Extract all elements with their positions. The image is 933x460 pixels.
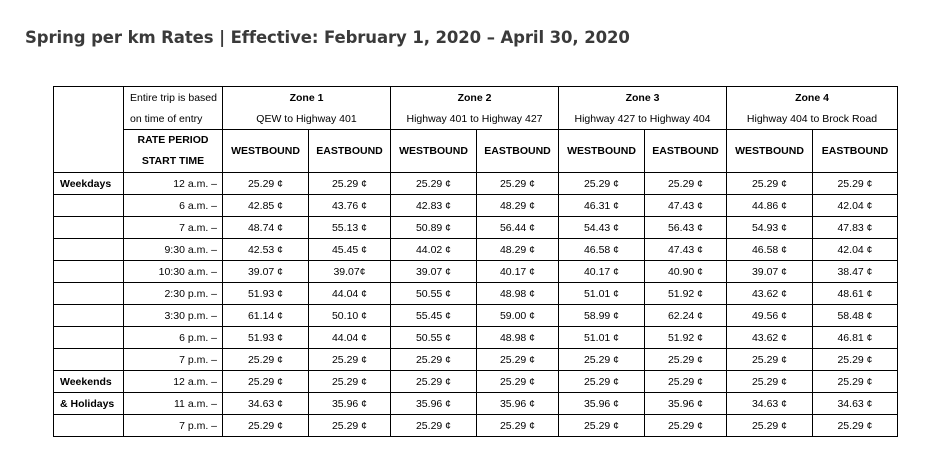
rate-cell: 35.96 ¢ xyxy=(477,393,559,415)
rate-period-line2: START TIME xyxy=(141,155,205,167)
group-cell xyxy=(54,327,124,349)
rate-cell: 25.29 ¢ xyxy=(391,173,477,195)
rate-cell: 25.29 ¢ xyxy=(391,349,477,371)
rate-cell: 25.29 ¢ xyxy=(391,415,477,437)
rate-cell: 51.93 ¢ xyxy=(223,283,309,305)
rate-cell: 55.45 ¢ xyxy=(391,305,477,327)
rate-cell: 25.29 ¢ xyxy=(727,173,813,195)
rate-cell: 50.89 ¢ xyxy=(391,217,477,239)
rate-cell: 25.29 ¢ xyxy=(309,349,391,371)
group-cell xyxy=(54,217,124,239)
header-blank xyxy=(54,87,124,109)
rate-cell: 51.92 ¢ xyxy=(645,283,727,305)
rate-cell: 42.04 ¢ xyxy=(813,195,898,217)
rate-cell: 44.86 ¢ xyxy=(727,195,813,217)
zone-1-header: Zone 1 xyxy=(223,87,391,109)
zone-3-header: Zone 3 xyxy=(559,87,727,109)
rate-cell: 25.29 ¢ xyxy=(727,415,813,437)
rate-cell: 35.96 ¢ xyxy=(309,393,391,415)
rate-cell: 25.29 ¢ xyxy=(477,371,559,393)
table-row xyxy=(54,173,898,195)
rate-cell: 51.01 ¢ xyxy=(559,283,645,305)
group-label-weekends: Weekends xyxy=(54,371,124,393)
rate-cell: 54.43 ¢ xyxy=(559,217,645,239)
rate-period-start: 7 p.m. – xyxy=(124,349,223,371)
rate-period-header xyxy=(124,130,223,173)
table-row xyxy=(54,283,898,305)
rate-cell: 42.85 ¢ xyxy=(223,195,309,217)
rate-cell: 59.00 ¢ xyxy=(477,305,559,327)
rate-cell: 25.29 ¢ xyxy=(309,371,391,393)
table-row xyxy=(54,371,898,393)
rate-cell: 25.29 ¢ xyxy=(559,173,645,195)
rate-cell: 39.07 ¢ xyxy=(727,261,813,283)
zone-3-span: Highway 427 to Highway 404 xyxy=(559,108,727,130)
rate-cell: 44.04 ¢ xyxy=(309,283,391,305)
rate-cell: 34.63 ¢ xyxy=(813,393,898,415)
rate-cell: 39.07 ¢ xyxy=(223,261,309,283)
zone-4-header: Zone 4 xyxy=(727,87,898,109)
rate-cell: 48.98 ¢ xyxy=(477,283,559,305)
rate-cell: 42.53 ¢ xyxy=(223,239,309,261)
group-label-weekdays: Weekdays xyxy=(54,173,124,195)
rate-cell: 25.29 ¢ xyxy=(477,173,559,195)
rate-cell: 51.01 ¢ xyxy=(559,327,645,349)
rate-cell: 56.43 ¢ xyxy=(645,217,727,239)
zone-4-eastbound: EASTBOUND xyxy=(813,130,898,173)
header-blank xyxy=(54,108,124,130)
table-header xyxy=(54,87,898,173)
rate-cell: 62.24 ¢ xyxy=(645,305,727,327)
rate-period-start: 6 a.m. – xyxy=(124,195,223,217)
rate-cell: 48.29 ¢ xyxy=(477,195,559,217)
table-row xyxy=(54,261,898,283)
zone-2-header: Zone 2 xyxy=(391,87,559,109)
rate-period-start: 7 p.m. – xyxy=(124,415,223,437)
rate-cell: 25.29 ¢ xyxy=(477,349,559,371)
zone-2-eastbound: EASTBOUND xyxy=(477,130,559,173)
zone-1-westbound: WESTBOUND xyxy=(223,130,309,173)
zone-1-span: QEW to Highway 401 xyxy=(223,108,391,130)
group-label-holidays: & Holidays xyxy=(54,393,124,415)
rate-cell: 46.81 ¢ xyxy=(813,327,898,349)
rate-period-start: 10:30 a.m. – xyxy=(124,261,223,283)
rate-cell: 38.47 ¢ xyxy=(813,261,898,283)
rate-cell: 35.96 ¢ xyxy=(559,393,645,415)
rate-cell: 50.55 ¢ xyxy=(391,327,477,349)
rate-cell: 48.74 ¢ xyxy=(223,217,309,239)
rate-cell: 25.29 ¢ xyxy=(223,173,309,195)
group-cell xyxy=(54,261,124,283)
group-cell xyxy=(54,415,124,437)
rate-cell: 46.58 ¢ xyxy=(559,239,645,261)
entry-note-line2: on time of entry xyxy=(124,108,223,130)
rate-cell: 43.62 ¢ xyxy=(727,327,813,349)
rate-cell: 58.48 ¢ xyxy=(813,305,898,327)
table-row xyxy=(54,305,898,327)
rate-cell: 25.29 ¢ xyxy=(391,371,477,393)
rate-cell: 44.04 ¢ xyxy=(309,327,391,349)
rate-cell: 45.45 ¢ xyxy=(309,239,391,261)
table-row xyxy=(54,327,898,349)
rate-cell: 25.29 ¢ xyxy=(309,415,391,437)
rate-cell: 25.29 ¢ xyxy=(223,415,309,437)
rate-cell: 44.02 ¢ xyxy=(391,239,477,261)
rate-cell: 35.96 ¢ xyxy=(391,393,477,415)
rate-cell: 49.56 ¢ xyxy=(727,305,813,327)
rate-cell: 42.83 ¢ xyxy=(391,195,477,217)
page-title: Spring per km Rates | Effective: February 1, 2020 – April 30, 2020 xyxy=(25,28,630,47)
zone-4-westbound: WESTBOUND xyxy=(727,130,813,173)
zone-3-eastbound: EASTBOUND xyxy=(645,130,727,173)
rate-period-start: 2:30 p.m. – xyxy=(124,283,223,305)
group-cell xyxy=(54,195,124,217)
rate-cell: 25.29 ¢ xyxy=(223,371,309,393)
rate-cell: 25.29 ¢ xyxy=(645,371,727,393)
group-cell xyxy=(54,239,124,261)
rate-cell: 35.96 ¢ xyxy=(645,393,727,415)
rate-period-start: 12 a.m. – xyxy=(124,173,223,195)
rate-cell: 25.29 ¢ xyxy=(477,415,559,437)
zone-1-eastbound: EASTBOUND xyxy=(309,130,391,173)
zone-3-westbound: WESTBOUND xyxy=(559,130,645,173)
rate-cell: 25.29 ¢ xyxy=(559,349,645,371)
rate-period-line1: RATE PERIOD xyxy=(137,134,209,146)
rate-cell: 56.44 ¢ xyxy=(477,217,559,239)
rate-cell: 46.31 ¢ xyxy=(559,195,645,217)
rate-cell: 55.13 ¢ xyxy=(309,217,391,239)
rate-period-start: 3:30 p.m. – xyxy=(124,305,223,327)
rate-cell: 34.63 ¢ xyxy=(223,393,309,415)
rate-cell: 25.29 ¢ xyxy=(309,173,391,195)
rate-cell: 25.29 ¢ xyxy=(813,173,898,195)
table-row xyxy=(54,393,898,415)
rate-cell: 39.07¢ xyxy=(309,261,391,283)
rate-cell: 42.04 ¢ xyxy=(813,239,898,261)
rate-cell: 50.55 ¢ xyxy=(391,283,477,305)
rate-cell: 25.29 ¢ xyxy=(813,415,898,437)
table-row xyxy=(54,195,898,217)
group-cell xyxy=(54,283,124,305)
rate-cell: 40.17 ¢ xyxy=(559,261,645,283)
rate-cell: 43.62 ¢ xyxy=(727,283,813,305)
rate-cell: 25.29 ¢ xyxy=(645,173,727,195)
rate-cell: 39.07 ¢ xyxy=(391,261,477,283)
rate-period-start: 6 p.m. – xyxy=(124,327,223,349)
rate-cell: 25.29 ¢ xyxy=(813,349,898,371)
rate-cell: 25.29 ¢ xyxy=(645,349,727,371)
rate-period-start: 9:30 a.m. – xyxy=(124,239,223,261)
rate-cell: 61.14 ¢ xyxy=(223,305,309,327)
zone-2-span: Highway 401 to Highway 427 xyxy=(391,108,559,130)
rate-cell: 48.29 ¢ xyxy=(477,239,559,261)
rate-cell: 50.10 ¢ xyxy=(309,305,391,327)
table-row xyxy=(54,239,898,261)
rate-cell: 47.43 ¢ xyxy=(645,195,727,217)
rate-cell: 47.43 ¢ xyxy=(645,239,727,261)
rate-cell: 40.90 ¢ xyxy=(645,261,727,283)
table-row xyxy=(54,349,898,371)
rate-cell: 47.83 ¢ xyxy=(813,217,898,239)
rate-cell: 54.93 ¢ xyxy=(727,217,813,239)
rate-period-start: 12 a.m. – xyxy=(124,371,223,393)
rate-cell: 58.99 ¢ xyxy=(559,305,645,327)
rates-table xyxy=(53,86,898,437)
table-row xyxy=(54,415,898,437)
zone-4-span: Highway 404 to Brock Road xyxy=(727,108,898,130)
rate-cell: 34.63 ¢ xyxy=(727,393,813,415)
rate-cell: 48.61 ¢ xyxy=(813,283,898,305)
rate-cell: 51.93 ¢ xyxy=(223,327,309,349)
entry-note-line1: Entire trip is based xyxy=(124,87,223,109)
rate-period-start: 7 a.m. – xyxy=(124,217,223,239)
rate-cell: 25.29 ¢ xyxy=(645,415,727,437)
rate-cell: 48.98 ¢ xyxy=(477,327,559,349)
group-cell xyxy=(54,305,124,327)
rate-cell: 46.58 ¢ xyxy=(727,239,813,261)
rate-cell: 25.29 ¢ xyxy=(727,371,813,393)
group-cell xyxy=(54,349,124,371)
zone-2-westbound: WESTBOUND xyxy=(391,130,477,173)
rate-cell: 25.29 ¢ xyxy=(559,371,645,393)
rate-cell: 51.92 ¢ xyxy=(645,327,727,349)
rate-cell: 25.29 ¢ xyxy=(727,349,813,371)
rate-cell: 25.29 ¢ xyxy=(813,371,898,393)
rate-cell: 40.17 ¢ xyxy=(477,261,559,283)
rate-period-start: 11 a.m. – xyxy=(124,393,223,415)
table-row xyxy=(54,217,898,239)
header-blank xyxy=(54,130,124,173)
rate-cell: 25.29 ¢ xyxy=(223,349,309,371)
rate-cell: 25.29 ¢ xyxy=(559,415,645,437)
table-body xyxy=(54,173,898,437)
rate-cell: 43.76 ¢ xyxy=(309,195,391,217)
